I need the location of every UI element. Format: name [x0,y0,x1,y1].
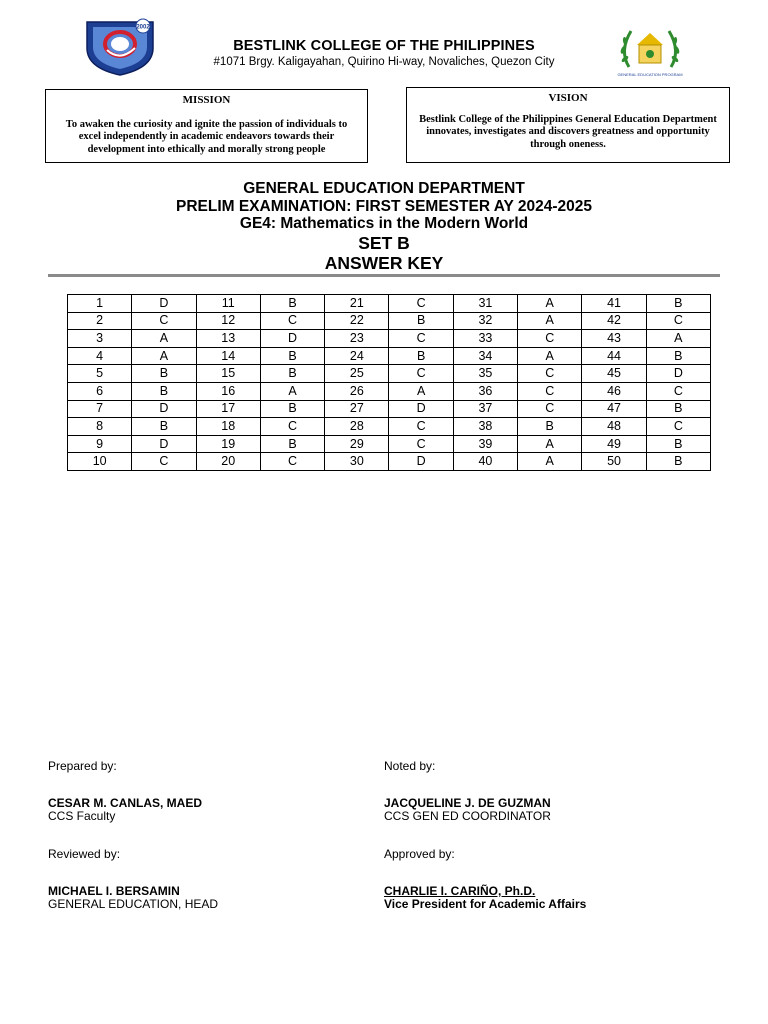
question-number: 18 [196,418,260,436]
question-number: 32 [453,312,517,330]
question-number: 49 [582,435,646,453]
question-number: 1 [68,295,132,313]
question-number: 40 [453,453,517,471]
answer-row [68,435,711,453]
question-number: 46 [582,382,646,400]
answer-letter: D [389,400,453,418]
vision-box [406,87,730,163]
question-number: 24 [325,347,389,365]
answer-letter: C [646,382,710,400]
answer-row [68,418,711,436]
gen-ed-program-logo [615,23,685,79]
logo-caption: GENERAL EDUCATION PROGRAM [617,72,683,77]
question-number: 10 [68,453,132,471]
question-number: 3 [68,330,132,348]
noted-by-block [384,797,551,823]
reviewed-by-title: GENERAL EDUCATION, HEAD [48,897,219,911]
prepared-by-name: CESAR M. CANLAS, MAED [48,796,203,810]
exam-titles [0,180,768,273]
answer-letter: D [132,400,196,418]
question-number: 13 [196,330,260,348]
mission-text: To awaken the curiosity and ignite the passion of individuals to excel independently in academic endeavors towards their development into ethically and morally strong people [65,118,348,155]
question-number: 12 [196,312,260,330]
question-number: 43 [582,330,646,348]
answer-key-table [67,294,711,471]
answer-letter: D [132,435,196,453]
question-number: 2 [68,312,132,330]
answer-letter: A [518,453,582,471]
question-number: 25 [325,365,389,383]
college-address: #1071 Brgy. Kaligayahan, Quirino Hi-way, Novaliches, Quezon City [213,56,555,68]
answer-letter: B [646,435,710,453]
answer-row [68,295,711,313]
answer-letter: C [260,453,324,471]
question-number: 45 [582,365,646,383]
mission-box [45,89,368,163]
question-number: 47 [582,400,646,418]
question-number: 23 [325,330,389,348]
answer-letter: C [260,312,324,330]
answer-letter: B [389,312,453,330]
answer-letter: B [260,347,324,365]
reviewed-by-label: Reviewed by: [48,847,121,861]
question-number: 15 [196,365,260,383]
answer-letter: C [646,418,710,436]
answer-row [68,365,711,383]
question-number: 37 [453,400,517,418]
answer-letter: C [132,453,196,471]
answer-letter: B [132,382,196,400]
answer-row [68,330,711,348]
approved-by-block [384,885,586,911]
noted-by-name: JACQUELINE J. DE GUZMAN [384,796,551,810]
answer-letter: B [518,418,582,436]
answer-letter: B [646,295,710,313]
course-title: GE4: Mathematics in the Modern World [239,215,529,232]
answer-letter: D [646,365,710,383]
question-number: 8 [68,418,132,436]
answer-letter: B [132,365,196,383]
reviewed-by-block [48,885,218,911]
set-title: SET B [358,232,410,253]
question-number: 17 [196,400,260,418]
answer-letter: A [518,295,582,313]
question-number: 16 [196,382,260,400]
answer-row [68,400,711,418]
answer-letter: A [132,330,196,348]
title-divider [48,274,720,277]
question-number: 14 [196,347,260,365]
answer-letter: B [132,418,196,436]
answer-key-body [68,295,711,471]
answer-letter: C [389,418,453,436]
answer-row [68,312,711,330]
approved-by-name: CHARLIE I. CARIÑO, Ph.D. [384,884,536,898]
answer-letter: C [260,418,324,436]
question-number: 29 [325,435,389,453]
question-number: 4 [68,347,132,365]
approved-by-label: Approved by: [384,847,455,861]
answer-letter: B [646,400,710,418]
answer-letter: C [518,382,582,400]
question-number: 19 [196,435,260,453]
question-number: 34 [453,347,517,365]
vision-text: Bestlink College of the Philippines General Education Department innovates, investigates and discovers greatness and opportunity through oneness. [419,113,717,150]
answer-letter: B [389,347,453,365]
answer-letter: B [260,400,324,418]
answer-letter: A [260,382,324,400]
answer-letter: B [260,365,324,383]
question-number: 33 [453,330,517,348]
answer-letter: C [518,365,582,383]
question-number: 6 [68,382,132,400]
question-number: 41 [582,295,646,313]
answer-letter: B [646,453,710,471]
answer-letter: C [646,312,710,330]
question-number: 9 [68,435,132,453]
college-name: BESTLINK COLLEGE OF THE PHILIPPINES [233,38,535,54]
question-number: 5 [68,365,132,383]
approved-by-title: Vice President for Academic Affairs [384,897,587,911]
question-number: 38 [453,418,517,436]
question-number: 44 [582,347,646,365]
question-number: 27 [325,400,389,418]
question-number: 48 [582,418,646,436]
question-number: 28 [325,418,389,436]
question-number: 31 [453,295,517,313]
answer-letter: A [518,435,582,453]
logo-year: 2002 [136,24,150,31]
exam-title: PRELIM EXAMINATION: FIRST SEMESTER AY 2024-2025 [175,197,593,215]
question-number: 26 [325,382,389,400]
question-number: 21 [325,295,389,313]
answer-row [68,453,711,471]
prepared-by-label: Prepared by: [48,759,117,773]
answer-letter: C [518,400,582,418]
answer-letter: B [260,295,324,313]
question-number: 39 [453,435,517,453]
reviewed-by-name: MICHAEL I. BERSAMIN [48,884,180,898]
answer-letter: C [389,330,453,348]
vision-title: VISION [548,92,588,104]
answer-row [68,347,711,365]
answer-letter: A [389,382,453,400]
question-number: 11 [196,295,260,313]
answer-letter: D [260,330,324,348]
answer-letter: C [132,312,196,330]
question-number: 35 [453,365,517,383]
answer-letter: B [260,435,324,453]
answer-letter: A [132,347,196,365]
prepared-by-title: CCS Faculty [48,809,116,823]
department-title: GENERAL EDUCATION DEPARTMENT [243,180,525,197]
question-number: 30 [325,453,389,471]
answer-letter: C [518,330,582,348]
answer-letter: A [518,312,582,330]
mission-title: MISSION [182,94,231,106]
answer-letter: C [389,435,453,453]
noted-by-title: CCS GEN ED COORDINATOR [384,809,551,823]
question-number: 50 [582,453,646,471]
prepared-by-block [48,797,202,823]
answer-letter: A [646,330,710,348]
answer-letter: A [518,347,582,365]
answer-letter: B [646,347,710,365]
question-number: 20 [196,453,260,471]
answer-letter: D [389,453,453,471]
answer-letter: C [389,295,453,313]
noted-by-label: Noted by: [384,759,436,773]
answer-key-title: ANSWER KEY [324,252,444,273]
question-number: 22 [325,312,389,330]
question-number: 36 [453,382,517,400]
answer-letter: D [132,295,196,313]
answer-row [68,382,711,400]
answer-letter: C [389,365,453,383]
question-number: 7 [68,400,132,418]
question-number: 42 [582,312,646,330]
